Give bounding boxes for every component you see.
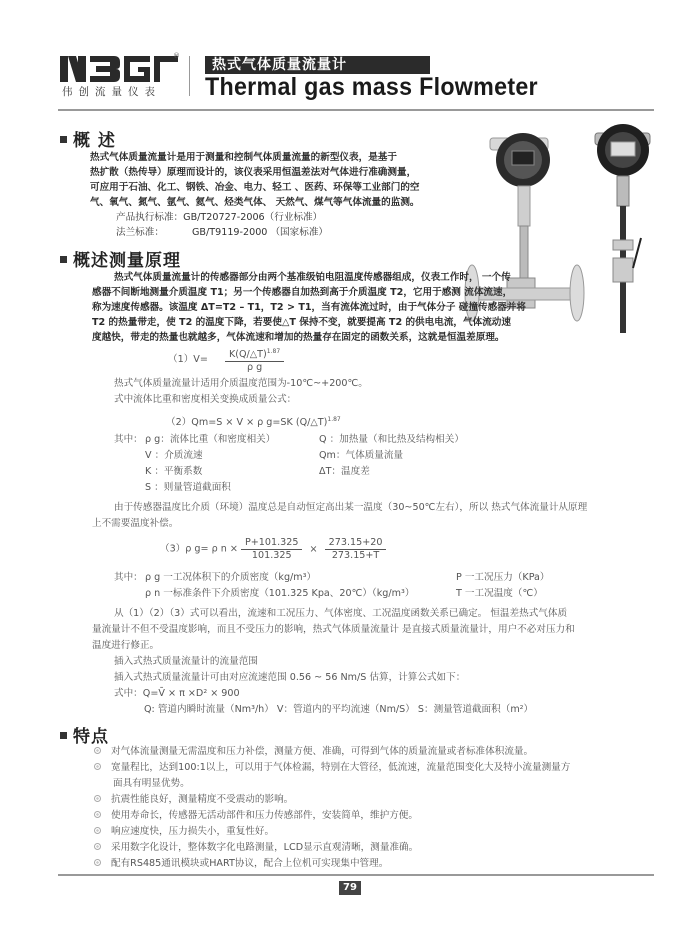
header-rule bbox=[58, 109, 654, 111]
formula-3: （3）ρ g= ρ n × $\frac{P+101.325}{101.325}$ × $\frac{273.15+20}{273.15+T}$ bbox=[160, 537, 386, 562]
feature-item: 对气体流量测量无需温度和压力补偿，测量方便、准确，可得到气体的质量流量或者标准体积流量。 bbox=[94, 744, 533, 759]
brand-logo bbox=[60, 56, 178, 98]
var-left: V ：介质流速 bbox=[145, 450, 203, 461]
compensation-line: 由于传感器温度比介质（环境）温度总是自动恒定高出某一温度（30~50℃左右），所以 热式气体流量计从原理 bbox=[114, 502, 588, 513]
formula-1: （1）V= $\frac{K(Q/\triangle T)^{1.87}}{\text{ρ g}}$ bbox=[168, 346, 284, 374]
overview-line: 热扩散（热传导）原理而设计的，该仪表采用恒温差法对气体进行准确测量， bbox=[90, 167, 417, 178]
bullet-icon bbox=[94, 859, 101, 866]
principle-line: 感器不间断地测量介质温度 T1；另一个传感器自加热到高于介质温度 T2，它用于感测 流体流速， bbox=[92, 287, 513, 298]
where-label: 其中： bbox=[114, 434, 143, 445]
where3-right: T 一工况温度（℃） bbox=[456, 588, 543, 599]
formula-4: 式中：Q=V̄ × π ×D² × 900 bbox=[114, 688, 240, 699]
flowmeter-insertion-image bbox=[595, 124, 650, 333]
bullet-icon bbox=[94, 795, 101, 802]
principle-line: T2 的热量带走，使 T2 的温度下降，若要使△T 保持不变，就要提高 T2 的供电电流，气体流动速 bbox=[92, 317, 511, 328]
formula-4-vars: Q: 管道内瞬时流量（Nm³/h） V：管道内的平均流速（Nm/S） S：测量管道截面积（m²） bbox=[144, 704, 534, 715]
section-heading-overview: 概 述 bbox=[60, 126, 116, 151]
heading-square-icon bbox=[60, 256, 67, 263]
insert-title: 插入式热式质量流量计的流量范围 bbox=[114, 656, 258, 667]
overview-line: 热式气体质量流量计是用于测量和控制气体质量流量的新型仪表，是基于 bbox=[90, 152, 397, 163]
var-right: Qm：气体质量流量 bbox=[319, 450, 404, 461]
var-left: S ：则量管道截面积 bbox=[145, 482, 231, 493]
bullet-icon bbox=[94, 827, 101, 834]
overview-line: 可应用于石油、化工、钢铁、冶金、电力、轻工 、医药、环保等工业部门的空 bbox=[90, 182, 420, 193]
registered-mark: ® bbox=[173, 52, 180, 60]
logo-subtitle: 伟创流量仪表 bbox=[62, 86, 161, 98]
bullet-icon bbox=[94, 763, 101, 770]
principle-line: 热式气体质量流量计的传感器部分由两个基准级铂电阻温度传感器组成，仪表工作时， 一个传 bbox=[114, 272, 511, 283]
conversion-note: 式中流体比重和密度相关变换成质量公式： bbox=[114, 394, 297, 405]
heading-square-icon bbox=[60, 732, 67, 739]
header-divider bbox=[189, 56, 190, 96]
where3-left: ρ g 一工况体积下的介质密度（kg/m³） bbox=[145, 572, 317, 583]
footer-rule bbox=[58, 874, 654, 876]
insert-text: 插入式热式质量流量计可由对应流速范围 0.56 ~ 56 Nm/S 估算，计算公式如下： bbox=[114, 672, 466, 683]
bullet-icon bbox=[94, 843, 101, 850]
var-right: Q ：加热量（和比热及结构相关） bbox=[319, 434, 464, 445]
temperature-range: 热式气体质量流量计适用介质温度范围为-10℃~+200℃。 bbox=[114, 378, 368, 389]
var-left: K ：平衡系数 bbox=[145, 466, 203, 477]
overview-line: 气、氧气、氮气、氩气、氦气、烃类气体、 天然气、煤气等气体流量的监测。 bbox=[90, 197, 420, 208]
title-cn: 热式气体质量流量计 bbox=[212, 57, 347, 73]
compensation-line: 上不需要温度补偿。 bbox=[92, 518, 179, 529]
conclusion-line: 量流量计不但不受温度影响，而且不受压力的影响，热式气体质量流量计 是直接式质量流量计，用户不必对压力和 bbox=[92, 624, 575, 635]
bullet-icon bbox=[94, 747, 101, 754]
feature-item: 配有RS485通讯模块或HART协议，配合上位机可实现集中管理。 bbox=[94, 856, 388, 871]
principle-line: 称为速度传感器。该温度 ΔT=T2 – T1，T2 > T1，当有流体流过时，由于气体分子 碰撞传感器并将 bbox=[92, 302, 526, 313]
heading-square-icon bbox=[60, 136, 67, 143]
section-heading-features: 特点 bbox=[60, 722, 109, 747]
feature-item: 抗震性能良好，测量精度不受震动的影响。 bbox=[94, 792, 293, 807]
var-right: ΔT：温度差 bbox=[319, 466, 370, 477]
feature-item: 采用数字化设计，整体数字化电路测量，LCD显示直观清晰，测量准确。 bbox=[94, 840, 418, 855]
feature-item: 使用寿命长，传感器无活动部件和压力传感部件，安装简单，维护方便。 bbox=[94, 808, 418, 823]
principle-line: 度越快，带走的热量也就越多，气体流速和增加的热量存在固定的函数关系，这就是恒温差原理。 bbox=[92, 332, 505, 343]
where3-left: ρ n 一标准条件下介质密度（101.325 Kpa、20℃）（kg/m³） bbox=[145, 588, 415, 599]
feature-item: 宽量程比，达到100:1以上，可以用于气体检漏，特别在大管径，低流速，流量范围变化大及特小流量测量方 bbox=[94, 760, 570, 775]
bullet-icon bbox=[94, 811, 101, 818]
feature-item-continued: 面具有明显优势。 bbox=[113, 778, 190, 789]
section-heading-principle: 概述测量原理 bbox=[60, 246, 181, 271]
standard-flange: 法兰标准： GB/T9119-2000 （国家标准） bbox=[116, 227, 329, 238]
var-left: ρ g：流体比重（和密度相关） bbox=[145, 434, 276, 445]
logo-mark-icon bbox=[60, 56, 178, 82]
where3-label: 其中： bbox=[114, 572, 143, 583]
conclusion-line: 温度进行修正。 bbox=[92, 640, 160, 651]
standard-product: 产品执行标准：GB/T20727-2006（行业标准） bbox=[116, 212, 323, 223]
where3-right: P 一工况压力（KPa） bbox=[456, 572, 550, 583]
feature-item: 响应速度快，压力损失小，重复性好。 bbox=[94, 824, 274, 839]
title-en: Thermal gas mass Flowmeter bbox=[205, 73, 538, 101]
page-number: 79 bbox=[343, 882, 357, 893]
conclusion-line: 从（1）（2）（3）式可以看出，流速和工况压力、气体密度、工况温度函数关系已确定。 恒温差热式气体质 bbox=[114, 608, 568, 619]
formula-2: （2）Qm=S × V × ρ g=SK (Q/△T)$^{1.87}$ bbox=[166, 416, 341, 429]
